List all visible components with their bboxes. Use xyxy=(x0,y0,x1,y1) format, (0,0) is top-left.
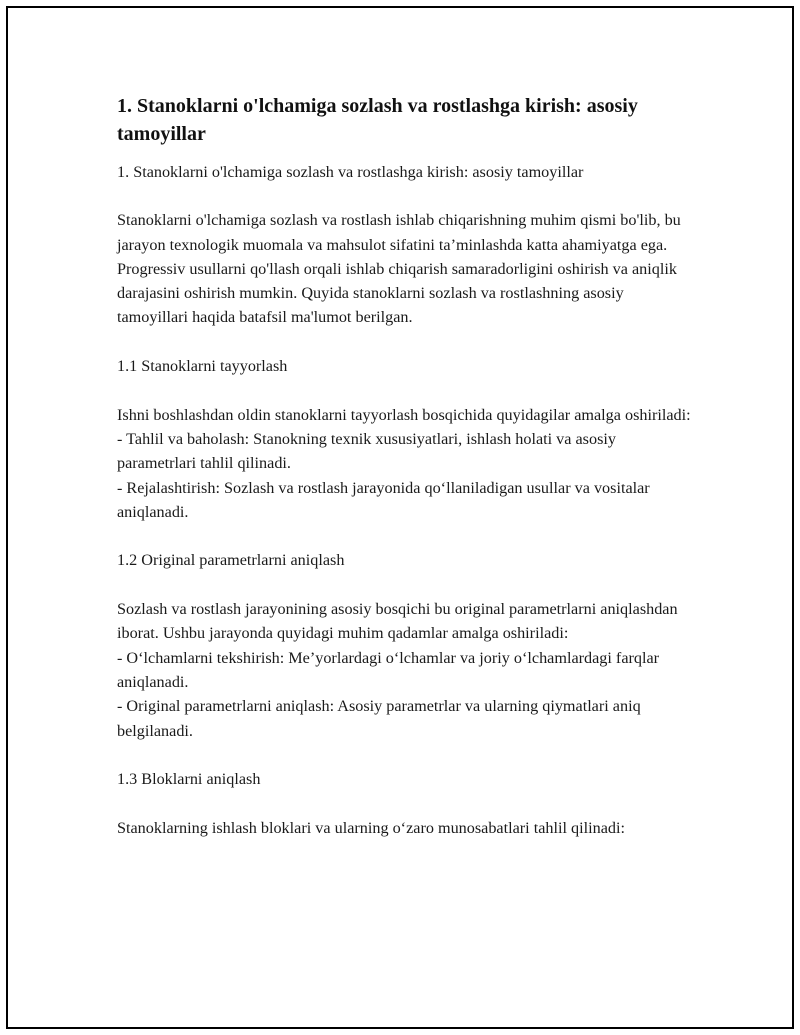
section-heading-intro: 1. Stanoklarni o'lchamiga sozlash va rostlashga kirish: asosiy tamoyillar xyxy=(117,163,584,181)
document-title: 1. Stanoklarni o'lchamiga sozlash va rostlashga kirish: asosiy tamoyillar xyxy=(117,95,638,145)
document-body xyxy=(117,92,692,864)
section-1-1-paragraph: Ishni boshlashdan oldin stanoklarni tayyorlash bosqichida quyidagilar amalga oshiriladi: - Tahlil va baholash: Stanokning texnik xususiyatlari, ishlash holati va asosiy parametrlari tahlil qilinadi. - Rejalashtirish: Sozlash va rostlash jarayonida qo‘llaniladigan usullar va vositalar aniqlanadi. xyxy=(117,405,691,521)
section-1-3-paragraph: Stanoklarning ishlash bloklari va ularning o‘zaro munosabatlari tahlil qilinadi: xyxy=(117,818,625,837)
section-heading-1-2: 1.2 Original parametrlarni aniqlash xyxy=(117,551,345,570)
section-heading-1-3: 1.3 Bloklarni aniqlash xyxy=(117,770,261,789)
section-heading-1-1: 1.1 Stanoklarni tayyorlash xyxy=(117,357,288,376)
section-1-2-paragraph: Sozlash va rostlash jarayonining asosiy bosqichi bu original parametrlarni aniqlashdan iborat. Ushbu jarayonda quyidagi muhim qadamlar amalga oshiriladi: - O‘lchamlarni tekshirish: Me’yorlardagi o‘lchamlar va joriy o‘lchamlardagi farqlar aniqlanadi. - Original parametrlarni aniqlash: Asosiy parametrlar va ularning qiymatlari aniq belgilanadi. xyxy=(117,600,678,740)
intro-paragraph: Stanoklarni o'lchamiga sozlash va rostlash ishlab chiqarishning muhim qismi bo'lib, bu jarayon texnologik muomala va mahsulot sifatini ta’minlashda katta ahamiyatga ega. Progressiv usullarni qo'llash orqali ishlab chiqarish samaradorligini oshirish va aniqlik darajasini oshirish mumkin. Quyida stanoklarni sozlash va rostlashning asosiy tamoyillari haqida batafsil ma'lumot berilgan. xyxy=(117,211,681,327)
